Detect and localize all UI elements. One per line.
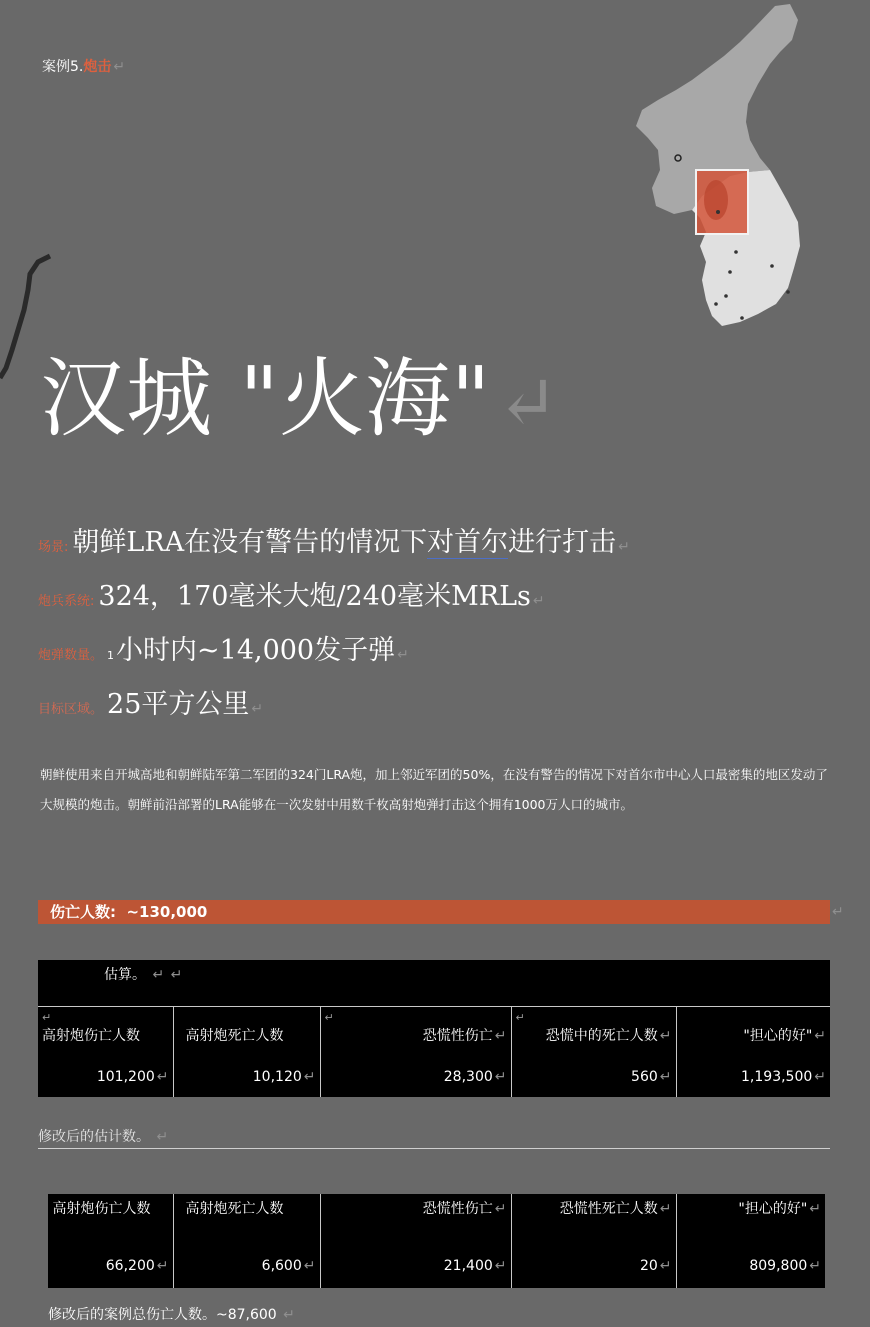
fact-value: 朝鲜LRA在没有警告的情况下对首尔进行打击 bbox=[72, 527, 617, 558]
table-cell: 20 ↵ bbox=[511, 1244, 676, 1288]
case-highlight: 炮击 bbox=[83, 59, 112, 75]
table-header: 恐慌性伤亡 ↵ bbox=[320, 1194, 511, 1244]
table-header: 恐慌性死亡人数 ↵ bbox=[511, 1194, 676, 1244]
table-header: 高射炮伤亡人数 bbox=[52, 1201, 151, 1217]
title-text: 汉城 "火海" bbox=[40, 349, 491, 449]
case-label bbox=[42, 56, 125, 76]
table-caption: 估算。 ↵ ↵ bbox=[38, 960, 830, 1007]
table-header: ↵ 恐慌中的死亡人数 ↵ bbox=[511, 1007, 676, 1058]
casualties-value: ~130,000 bbox=[126, 903, 208, 921]
table-cell: 66,200 ↵ bbox=[105, 1258, 169, 1274]
revised-estimate-label: 修改后的估计数。 ↵ bbox=[38, 1126, 830, 1149]
revised-table bbox=[48, 1194, 825, 1288]
korea-map bbox=[630, 0, 870, 335]
table-cell: 10,120 ↵ bbox=[173, 1057, 320, 1097]
casualties-bar bbox=[38, 900, 830, 924]
table-cell: 6,600 ↵ bbox=[173, 1244, 320, 1288]
fact-sup: 1 bbox=[107, 649, 115, 662]
estimate-table bbox=[38, 960, 830, 1097]
case-prefix: 案例5. bbox=[42, 59, 84, 75]
fact-label: 炮弹数量。 bbox=[38, 648, 104, 663]
table-header: 高射炮死亡人数 bbox=[173, 1007, 320, 1058]
table-cell: 560 ↵ bbox=[511, 1057, 676, 1097]
fact-label: 场景: bbox=[38, 540, 69, 555]
return-mark-icon: ↵ bbox=[532, 593, 545, 609]
table-header: "担心的好" ↵ bbox=[676, 1007, 830, 1058]
page-title bbox=[40, 349, 559, 449]
revised-total: 修改后的案例总伤亡人数。~87,600 ↵ bbox=[48, 1307, 295, 1323]
fact-label: 炮兵系统: bbox=[38, 594, 95, 609]
fact-value: 324，170毫米大炮/240毫米MRLs bbox=[98, 581, 531, 612]
casualties-label: 伤亡人数: bbox=[50, 903, 116, 921]
fact-label: 目标区域。 bbox=[38, 702, 104, 717]
fact-target-area bbox=[38, 682, 630, 736]
return-mark-icon: ↵ bbox=[397, 647, 409, 663]
fact-scenario bbox=[38, 520, 630, 574]
table-cell: 21,400 ↵ bbox=[320, 1244, 511, 1288]
table-header: "担心的好" ↵ bbox=[676, 1194, 825, 1244]
return-mark-icon: ↵ bbox=[251, 701, 264, 717]
table-cell: 809,800 ↵ bbox=[676, 1244, 825, 1288]
return-mark-icon: ↵ bbox=[832, 904, 844, 920]
fact-value: 25平方公里 bbox=[107, 689, 250, 720]
fact-rounds bbox=[38, 628, 630, 682]
table-cell: 28,300 ↵ bbox=[320, 1057, 511, 1097]
table-header: ↵ 恐慌性伤亡 ↵ bbox=[320, 1007, 511, 1058]
facts-list bbox=[38, 520, 630, 736]
fact-artillery bbox=[38, 574, 630, 628]
description-paragraph: 朝鲜使用来自开城高地和朝鲜陆军第二军团的324门LRA炮，加上邻近军团的50%，在没有警告的情况下对首尔市中心人口最密集的地区发动了大规模的炮击。朝鲜前沿部署的LRA能够在一次发射中用数千枚高射炮弹打击这个拥有1000万人口的城市。 bbox=[40, 767, 828, 812]
table-header: ↵ 高射炮伤亡人数 bbox=[42, 1011, 140, 1044]
return-mark-icon: ↵ bbox=[113, 59, 126, 75]
return-mark-icon: ↵ bbox=[496, 360, 559, 446]
fact-value: 小时内~14,000发子弹 bbox=[116, 635, 396, 666]
table-cell: 101,200 ↵ bbox=[96, 1069, 169, 1085]
table-header: 高射炮死亡人数 bbox=[173, 1194, 320, 1244]
return-mark-icon: ↵ bbox=[618, 539, 630, 555]
table-cell: 1,193,500 ↵ bbox=[676, 1057, 830, 1097]
